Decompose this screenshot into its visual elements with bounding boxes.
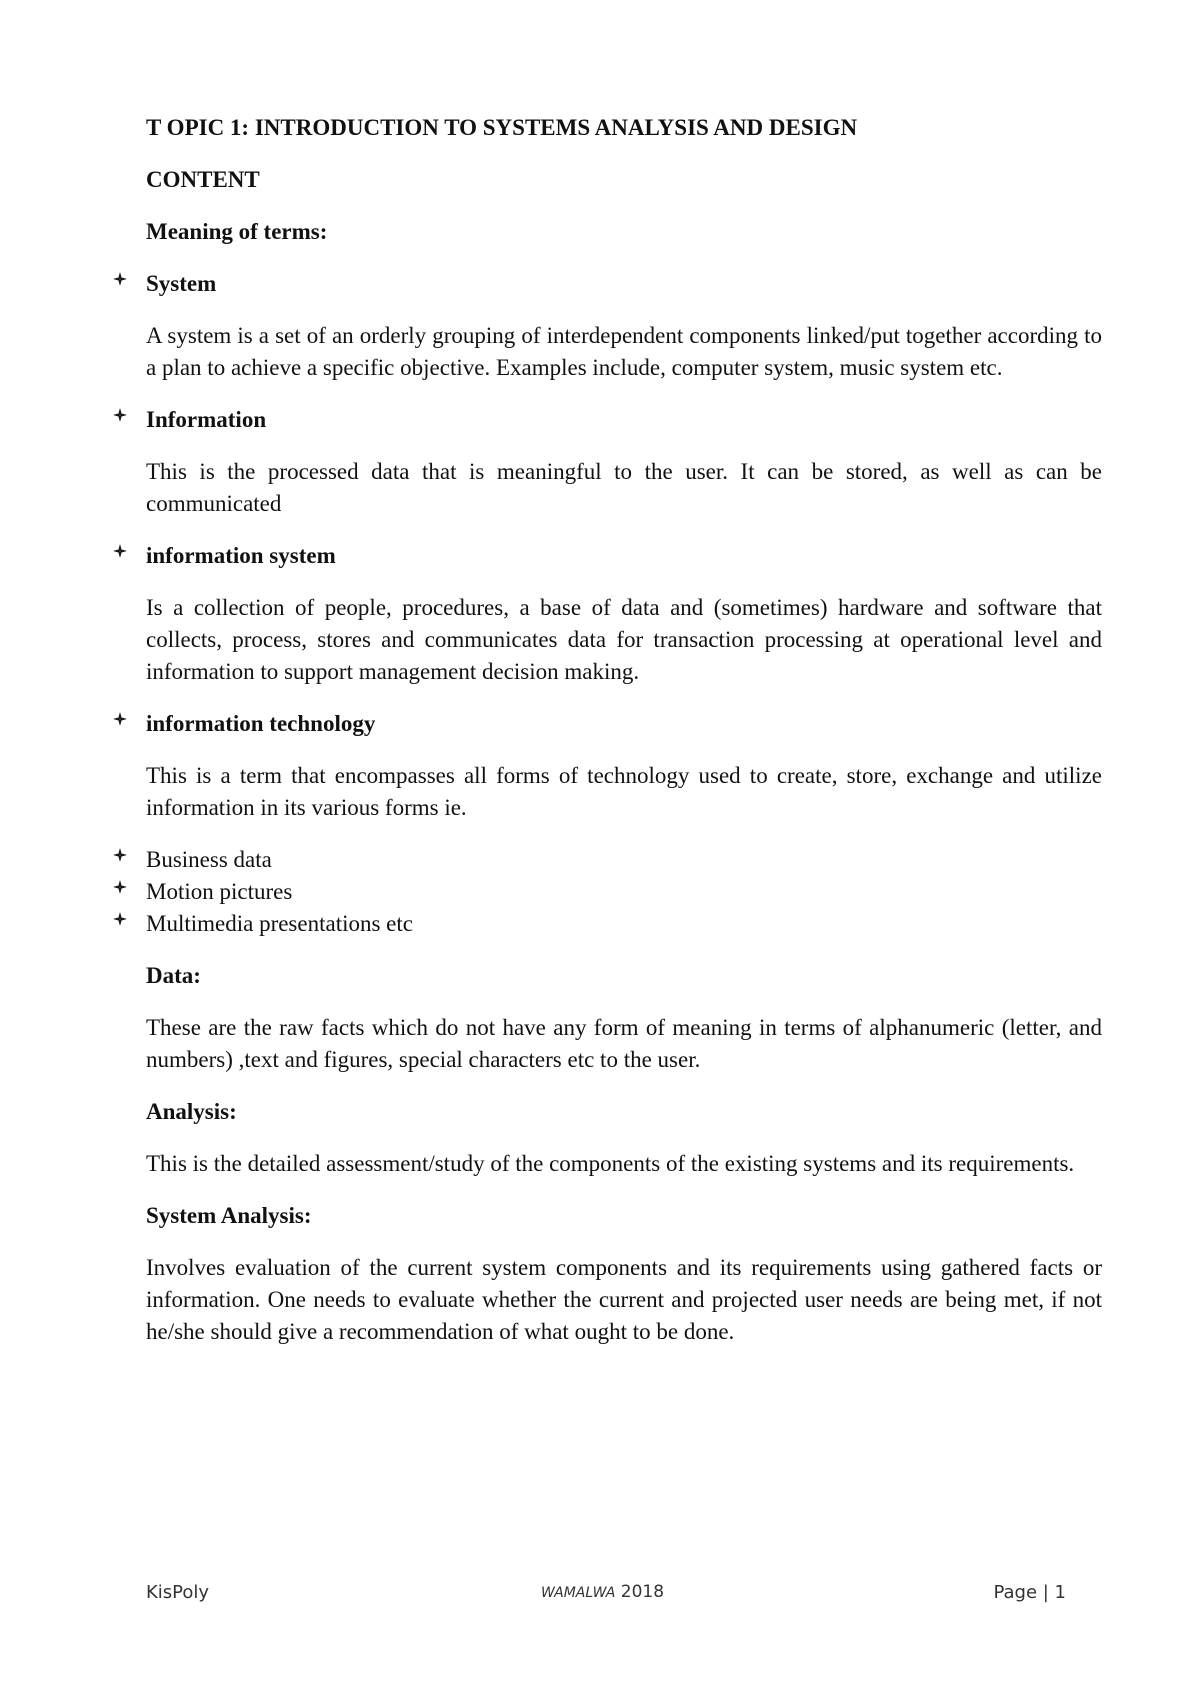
- list-item-label: Motion pictures: [146, 879, 293, 904]
- term-definition: This is a term that encompasses all forms of technology used to create, store, exchange and utilize information in its various forms ie.: [146, 763, 1102, 820]
- page-footer: [146, 1582, 1066, 1612]
- meaning-heading: Meaning of terms:: [146, 219, 328, 244]
- list-item-label: Business data: [146, 847, 272, 872]
- footer-year: 2018: [620, 1582, 665, 1602]
- term-definition: Is a collection of people, procedures, a base of data and (sometimes) hardware and software that collects, process, stores and communicates data for transaction processing at operational level and information to support management decision making.: [146, 595, 1102, 684]
- footer-institution: KisPoly: [146, 1582, 210, 1603]
- diamond-bullet-icon: [110, 540, 130, 572]
- term-label: System: [146, 271, 217, 296]
- diamond-bullet-icon: [110, 708, 130, 740]
- list-item-label: Multimedia presentations etc: [146, 911, 413, 936]
- document-title: T OPIC 1: INTRODUCTION TO SYSTEMS ANALYSIS AND DESIGN: [146, 115, 858, 140]
- footer-author-name: WAMALWA: [541, 1585, 616, 1601]
- diamond-bullet-icon: [110, 876, 130, 908]
- document-body: [146, 112, 1102, 1368]
- diamond-bullet-icon: [110, 404, 130, 436]
- term-definition: A system is a set of an orderly grouping of interdependent components linked/put together according to a plan to achieve a specific objective. Examples include, computer system, music system etc.: [146, 323, 1102, 380]
- diamond-bullet-icon: [110, 844, 130, 876]
- diamond-bullet-icon: [110, 908, 130, 940]
- diamond-bullet-icon: [110, 268, 130, 300]
- term-label: Information: [146, 407, 267, 432]
- page-number: Page | 1: [993, 1582, 1066, 1603]
- list-item: [146, 876, 1102, 908]
- content-heading: CONTENT: [146, 167, 260, 192]
- term-label: information system: [146, 543, 336, 568]
- it-forms-list: [146, 844, 1102, 940]
- term-heading: [146, 404, 1102, 436]
- term-definition: This is the processed data that is meaningful to the user. It can be stored, as well as can be communicated: [146, 459, 1102, 516]
- term-heading: [146, 540, 1102, 572]
- section-text: These are the raw facts which do not have any form of meaning in terms of alphanumeric (letter, and numbers) ,text and figures, special characters etc to the user.: [146, 1015, 1102, 1072]
- footer-author: [541, 1582, 664, 1602]
- list-item: [146, 844, 1102, 876]
- section-heading: System Analysis:: [146, 1203, 312, 1228]
- term-label: information technology: [146, 711, 376, 736]
- term-heading: [146, 268, 1102, 300]
- section-heading: Analysis:: [146, 1099, 237, 1124]
- section-text: Involves evaluation of the current system components and its requirements using gathered facts or information. One needs to evaluate whether the current and projected user needs are being met, if not he/she should give a recommendation of what ought to be done.: [146, 1255, 1102, 1344]
- section-text: This is the detailed assessment/study of the components of the existing systems and its requirements.: [146, 1151, 1075, 1176]
- section-heading: Data:: [146, 963, 201, 988]
- term-heading: [146, 708, 1102, 740]
- list-item: [146, 908, 1102, 940]
